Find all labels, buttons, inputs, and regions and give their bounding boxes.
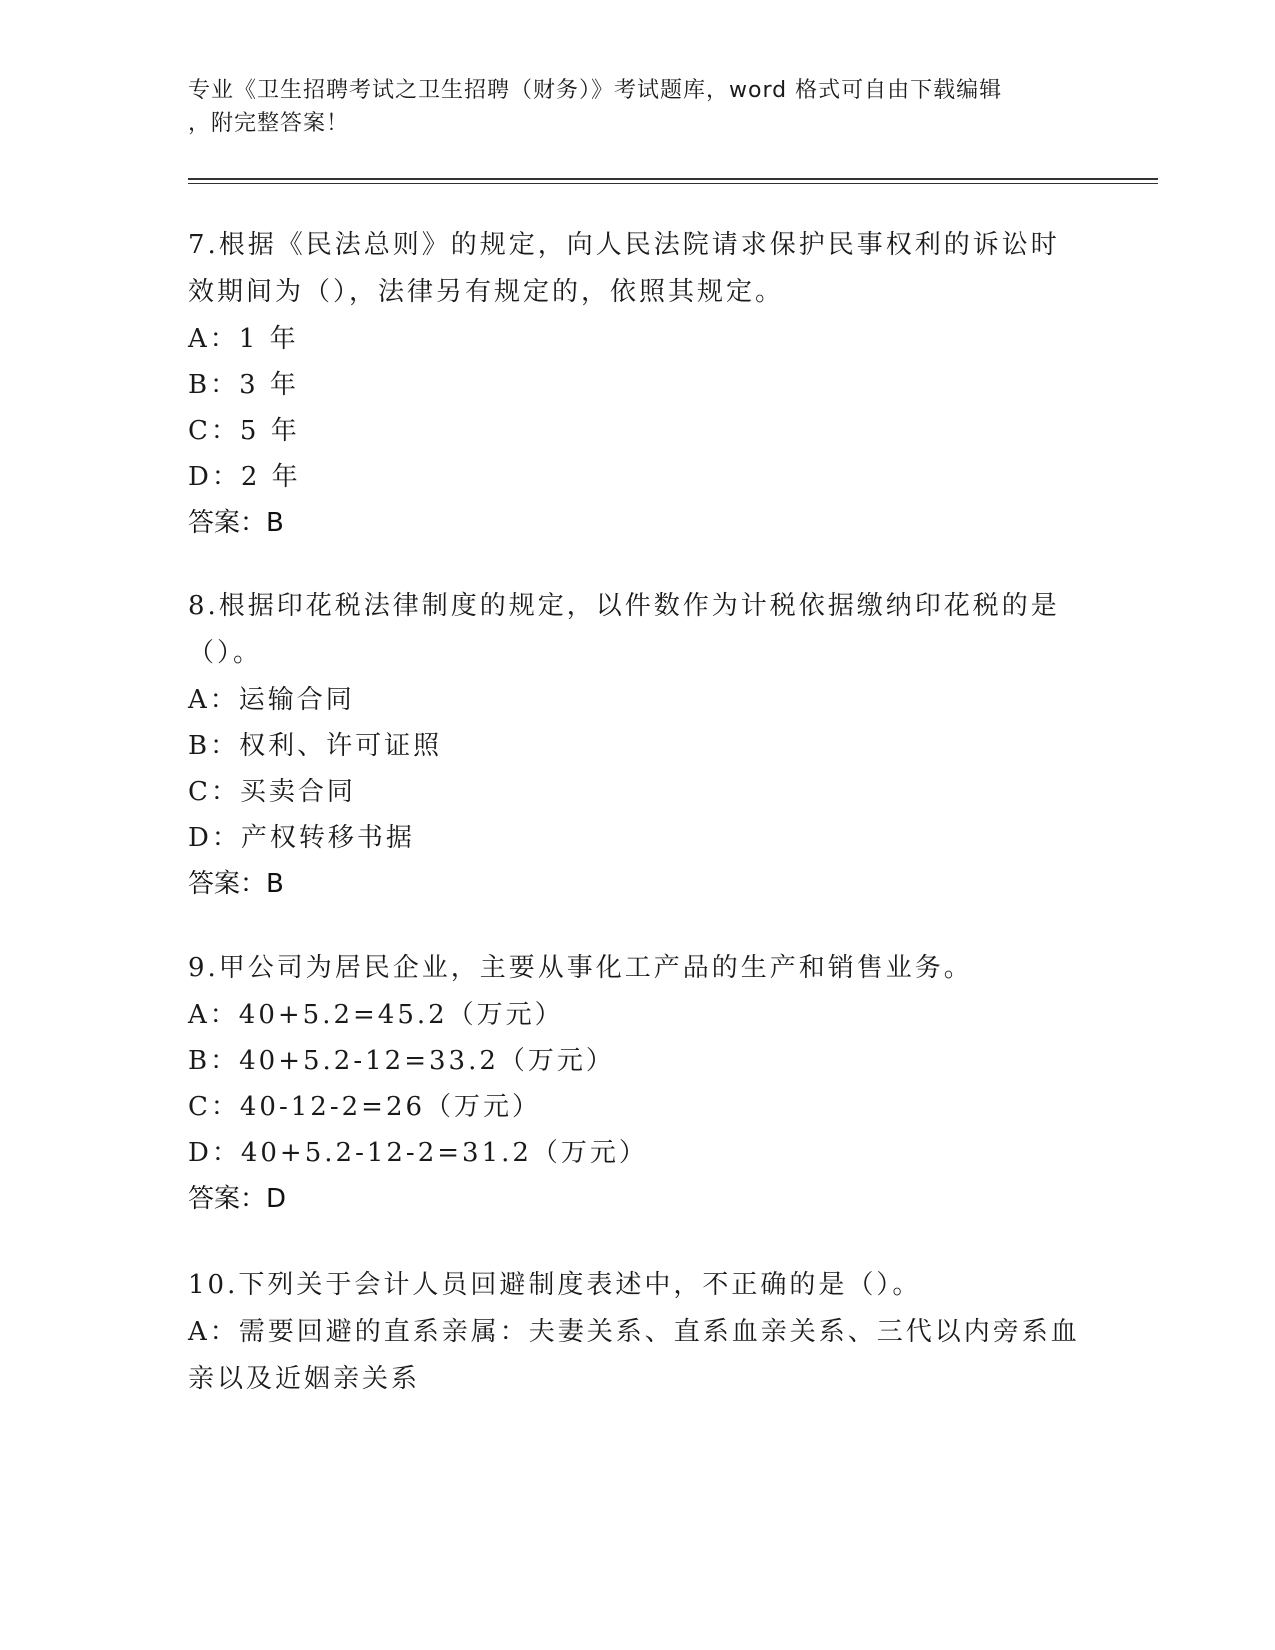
question-8-option-c: C：买卖合同 xyxy=(188,777,356,807)
header-divider-thick xyxy=(188,178,1158,180)
question-10-option-a: A：需要回避的直系亲属：夫妻关系、直系血亲关系、三代以内旁系血亲以及近姻亲关系 xyxy=(188,1317,1080,1394)
question-7-text: 7.根据《民法总则》的规定，向人民法院请求保护民事权利的诉讼时效期间为（），法律另有规定的，依照其规定。 xyxy=(188,230,1060,307)
question-7 xyxy=(188,222,1088,546)
header-line-2: ，附完整答案！ xyxy=(188,111,350,136)
question-8 xyxy=(188,583,1088,907)
question-9-option-d: D：40+5.2-12-2=31.2（万元） xyxy=(188,1138,648,1168)
question-9-option-a: A：40+5.2=45.2（万元） xyxy=(188,1000,564,1030)
document-header xyxy=(188,74,1068,140)
question-10-text: 10.下列关于会计人员回避制度表述中，不正确的是（）。 xyxy=(188,1270,922,1300)
question-9-answer: 答案：D xyxy=(188,1184,287,1214)
question-7-option-a: A：1 年 xyxy=(188,324,299,354)
header-divider-thin xyxy=(188,183,1158,184)
question-10 xyxy=(188,1262,1088,1403)
question-8-option-a: A：运输合同 xyxy=(188,685,355,715)
question-8-answer: 答案：B xyxy=(188,869,284,899)
question-8-option-b: B：权利、许可证照 xyxy=(188,731,443,761)
header-line-1: 专业《卫生招聘考试之卫生招聘（财务）》考试题库，word 格式可自由下载编辑 xyxy=(188,78,1003,103)
question-9-text: 9.甲公司为居民企业，主要从事化工产品的生产和销售业务。 xyxy=(188,953,973,983)
question-7-option-d: D：2 年 xyxy=(188,462,301,492)
question-8-text: 8.根据印花税法律制度的规定，以件数作为计税依据缴纳印花税的是（）。 xyxy=(188,591,1060,668)
question-8-option-d: D：产权转移书据 xyxy=(188,823,415,853)
question-9-option-c: C：40-12-2=26（万元） xyxy=(188,1092,542,1122)
question-9 xyxy=(188,945,1088,1222)
question-7-option-b: B：3 年 xyxy=(188,370,299,400)
question-7-answer: 答案：B xyxy=(188,508,284,538)
question-9-option-b: B：40+5.2-12=33.2（万元） xyxy=(188,1046,615,1076)
question-7-option-c: C：5 年 xyxy=(188,416,300,446)
